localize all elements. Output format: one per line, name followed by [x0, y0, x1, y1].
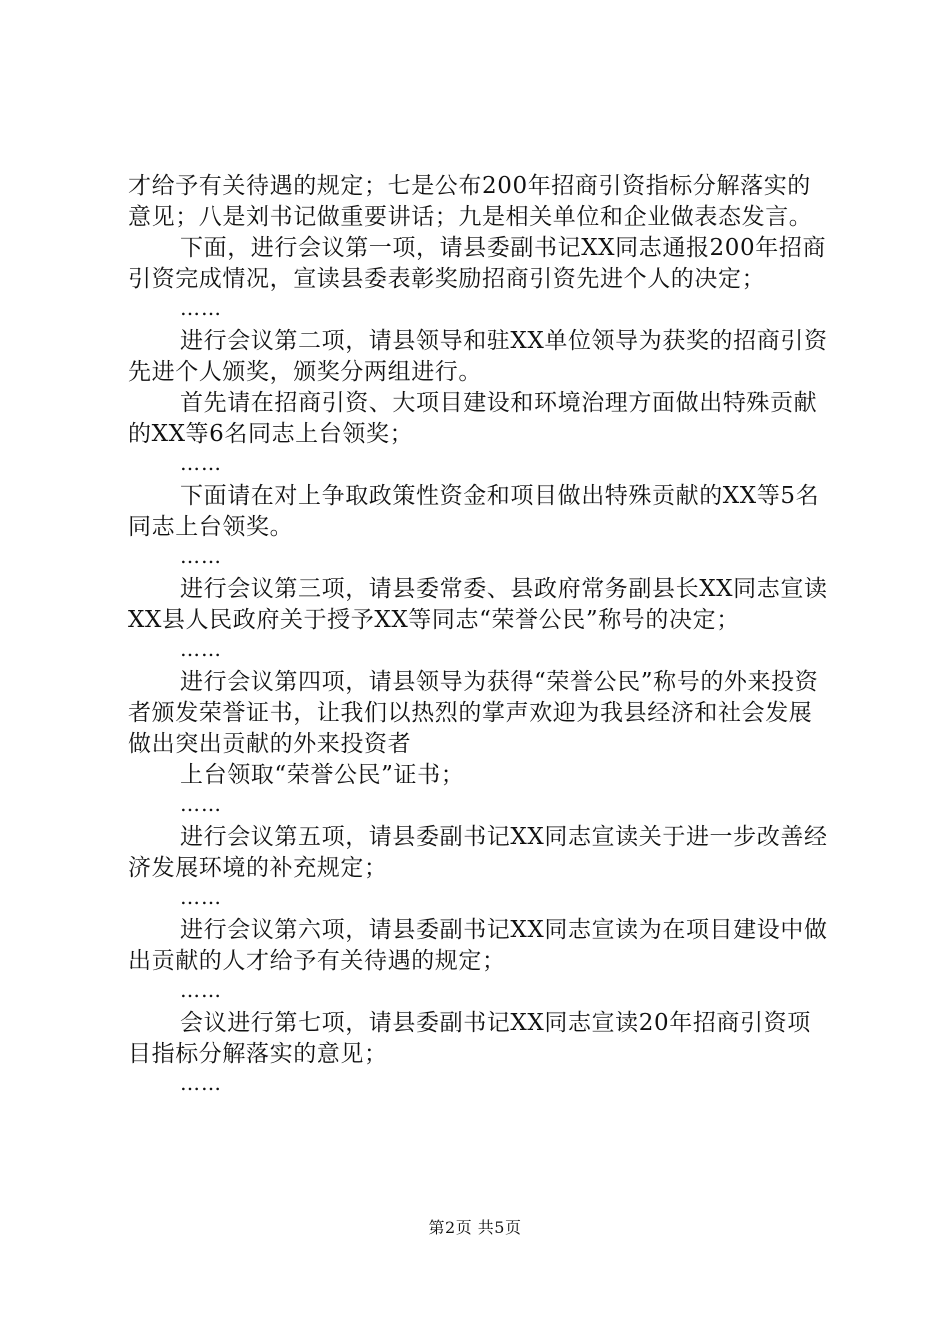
- paragraph: 进行会议第三项，请县委常委、县政府常务副县长XX同志宣读XX县人民政府关于授予XX等同志“荣誉公民”称号的决定；: [128, 576, 828, 633]
- ellipsis-line: ……: [180, 637, 222, 661]
- paragraph: 进行会议第五项，请县委副书记XX同志宣读关于进一步改善经济发展环境的补充规定；: [128, 824, 828, 881]
- paragraph: 首先请在招商引资、大项目建设和环境治理方面做出特殊贡献的XX等6名同志上台领奖；: [128, 390, 818, 447]
- ellipsis-line: ……: [180, 885, 222, 909]
- ellipsis-line: ……: [180, 544, 222, 568]
- paragraph: 下面请在对上争取政策性资金和项目做出特殊贡献的XX等5名同志上台领奖。: [128, 483, 820, 540]
- ellipsis-line: ……: [180, 296, 222, 320]
- paragraph: 会议进行第七项，请县委副书记XX同志宣读20年招商引资项目指标分解落实的意见；: [128, 1010, 811, 1067]
- ellipsis-line: ……: [180, 792, 222, 816]
- document-body: [128, 171, 832, 1101]
- paragraph: 上台领取“荣誉公民”证书；: [180, 762, 465, 788]
- paragraph: 下面，进行会议第一项，请县委副书记XX同志通报200年招商引资完成情况，宣读县委表彰奖励招商引资先进个人的决定；: [128, 235, 827, 292]
- ellipsis-line: ……: [180, 1071, 222, 1095]
- paragraph: 才给予有关待遇的规定；七是公布200年招商引资指标分解落实的意见；八是刘书记做重要讲话；九是相关单位和企业做表态发言。: [128, 173, 813, 230]
- ellipsis-line: ……: [180, 978, 222, 1002]
- ellipsis-line: ……: [180, 451, 222, 475]
- paragraph: 进行会议第六项，请县委副书记XX同志宣读为在项目建设中做出贡献的人才给予有关待遇的规定；: [128, 917, 828, 974]
- paragraph: 进行会议第二项，请县领导和驻XX单位领导为获奖的招商引资先进个人颁奖，颁奖分两组进行。: [128, 328, 828, 385]
- page-number-footer: 第2页 共5页: [428, 1218, 522, 1237]
- paragraph: 进行会议第四项，请县领导为获得“荣誉公民”称号的外来投资者颁发荣誉证书，让我们以热烈的掌声欢迎为我县经济和社会发展做出突出贡献的外来投资者: [128, 669, 819, 757]
